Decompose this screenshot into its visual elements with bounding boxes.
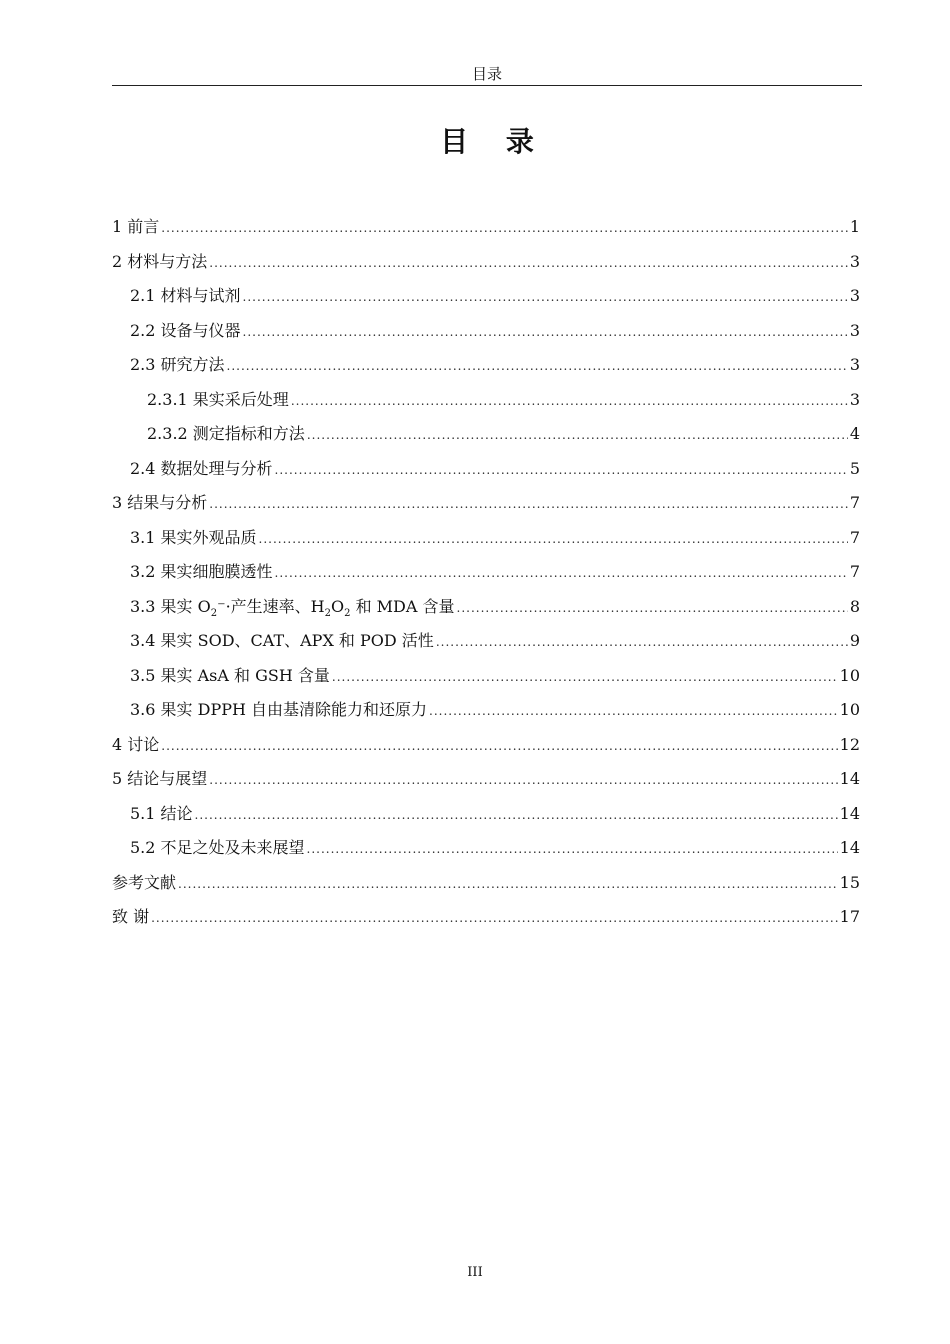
toc-leader-dots (209, 487, 848, 522)
toc-leader-dots (259, 522, 848, 557)
toc-label-text: 3.3 果实 O (130, 596, 211, 616)
toc-entry[interactable] (112, 728, 860, 763)
toc-entry-page: 17 (839, 907, 860, 926)
toc-entry-page: 3 (849, 320, 860, 340)
toc-leader-dots (209, 763, 837, 798)
toc-entry-label: 2.3 研究方法 (130, 355, 225, 374)
toc-entry[interactable] (112, 486, 860, 521)
toc-entry-page: 8 (849, 596, 860, 616)
toc-leader-dots (275, 453, 848, 488)
toc-entry[interactable] (112, 797, 860, 832)
toc-entry-label: 2.4 数据处理与分析 (130, 458, 273, 478)
toc-entry[interactable] (112, 348, 860, 383)
toc-label-text: 和 MDA 含量 (350, 596, 455, 616)
toc-entry[interactable] (112, 521, 860, 556)
toc-entry-page: 7 (849, 562, 860, 581)
toc-leader-dots (275, 556, 848, 591)
toc-leader-dots (436, 625, 848, 660)
toc-leader-dots (332, 660, 838, 695)
toc-entry[interactable] (112, 659, 860, 694)
toc-entry-page: 10 (839, 700, 860, 719)
toc-entry-label: 5 结论与展望 (112, 769, 208, 788)
toc-entry-page: 14 (839, 769, 860, 788)
toc-leader-dots (243, 280, 848, 315)
toc-entry-label: 1 前言 (112, 217, 160, 236)
toc-entry-page: 7 (849, 493, 860, 512)
toc-entry[interactable] (112, 210, 860, 245)
toc-entry-page: 7 (849, 527, 860, 547)
toc-entry[interactable] (112, 590, 860, 625)
toc-entry-label: 致 谢 (112, 907, 150, 926)
toc-leader-dots (161, 211, 848, 246)
page-title: 目 录 (440, 125, 548, 158)
toc-entry[interactable] (112, 314, 860, 349)
toc-leader-dots (227, 349, 848, 384)
toc-entry-page: 14 (839, 838, 860, 857)
toc-entry[interactable] (112, 555, 860, 590)
toc-entry[interactable] (112, 279, 860, 314)
toc-leader-dots (307, 418, 848, 453)
toc-entry-page: 4 (849, 424, 860, 443)
toc-leader-dots (161, 729, 837, 764)
toc-entry-page: 14 (839, 803, 860, 823)
toc-entry-label: 3.1 果实外观品质 (130, 527, 257, 547)
toc-entry-label: 3 结果与分析 (112, 493, 208, 512)
toc-entry[interactable] (112, 383, 860, 418)
toc-leader-dots (151, 901, 838, 936)
toc-entry-label: 5.1 结论 (130, 803, 193, 823)
toc-entry-label: 3.6 果实 DPPH 自由基清除能力和还原力 (130, 700, 428, 719)
toc-entry-label: 2 材料与方法 (112, 251, 208, 271)
toc-leader-dots (209, 246, 848, 281)
toc-entry-page: 3 (849, 389, 860, 409)
toc-entry-page: 15 (839, 872, 860, 892)
toc-entry[interactable] (112, 693, 860, 728)
toc-entry-label: 3.2 果实细胞膜透性 (130, 562, 273, 581)
toc-entry[interactable] (112, 624, 860, 659)
toc-entry-label: 2.2 设备与仪器 (130, 320, 241, 340)
toc-entry-page: 3 (849, 251, 860, 271)
toc-leader-dots (457, 591, 848, 626)
toc-leader-dots (243, 315, 848, 350)
subscript: 2 (344, 607, 351, 619)
toc-entry[interactable] (112, 417, 860, 452)
running-header: 目录 (471, 65, 502, 83)
toc-entry-page: 12 (839, 734, 860, 754)
toc-entry-page: 1 (849, 217, 860, 236)
toc-entry[interactable] (112, 762, 860, 797)
subscript: 2 (210, 607, 218, 619)
toc-leader-dots (291, 384, 848, 419)
toc-entry[interactable] (112, 866, 860, 901)
toc-entry-page: 10 (839, 665, 860, 685)
toc-entry-label: 3.4 果实 SOD、CAT、APX 和 POD 活性 (130, 631, 434, 650)
page-number: III (467, 1265, 483, 1280)
toc-leader-dots (429, 694, 838, 729)
toc-leader-dots (178, 867, 838, 902)
subscript: 2 (324, 607, 331, 619)
toc-entry-page: 9 (849, 631, 860, 650)
toc-entry[interactable] (112, 452, 860, 487)
toc-entry-label: 2.3.2 测定指标和方法 (147, 424, 305, 443)
toc-leader-dots (195, 798, 838, 833)
toc-entry-label: 5.2 不足之处及未来展望 (130, 838, 305, 857)
toc-entry[interactable] (112, 245, 860, 280)
table-of-contents (112, 210, 860, 935)
toc-entry-page: 3 (849, 286, 860, 305)
toc-label-text: O (331, 596, 345, 616)
toc-entry-label: 3.5 果实 AsA 和 GSH 含量 (130, 665, 330, 685)
toc-entry[interactable] (112, 831, 860, 866)
toc-entry-label (130, 590, 455, 625)
toc-label-text: ⁻·产生速率、H (217, 596, 325, 616)
toc-leader-dots (307, 832, 838, 867)
toc-entry-label: 4 讨论 (112, 734, 160, 754)
toc-entry-label: 2.3.1 果实采后处理 (147, 389, 289, 409)
toc-entry-label: 参考文献 (112, 872, 177, 892)
toc-entry-page: 3 (849, 355, 860, 374)
header-rule (112, 85, 862, 86)
toc-entry[interactable] (112, 900, 860, 935)
toc-entry-label: 2.1 材料与试剂 (130, 286, 241, 305)
toc-entry-page: 5 (849, 458, 860, 478)
